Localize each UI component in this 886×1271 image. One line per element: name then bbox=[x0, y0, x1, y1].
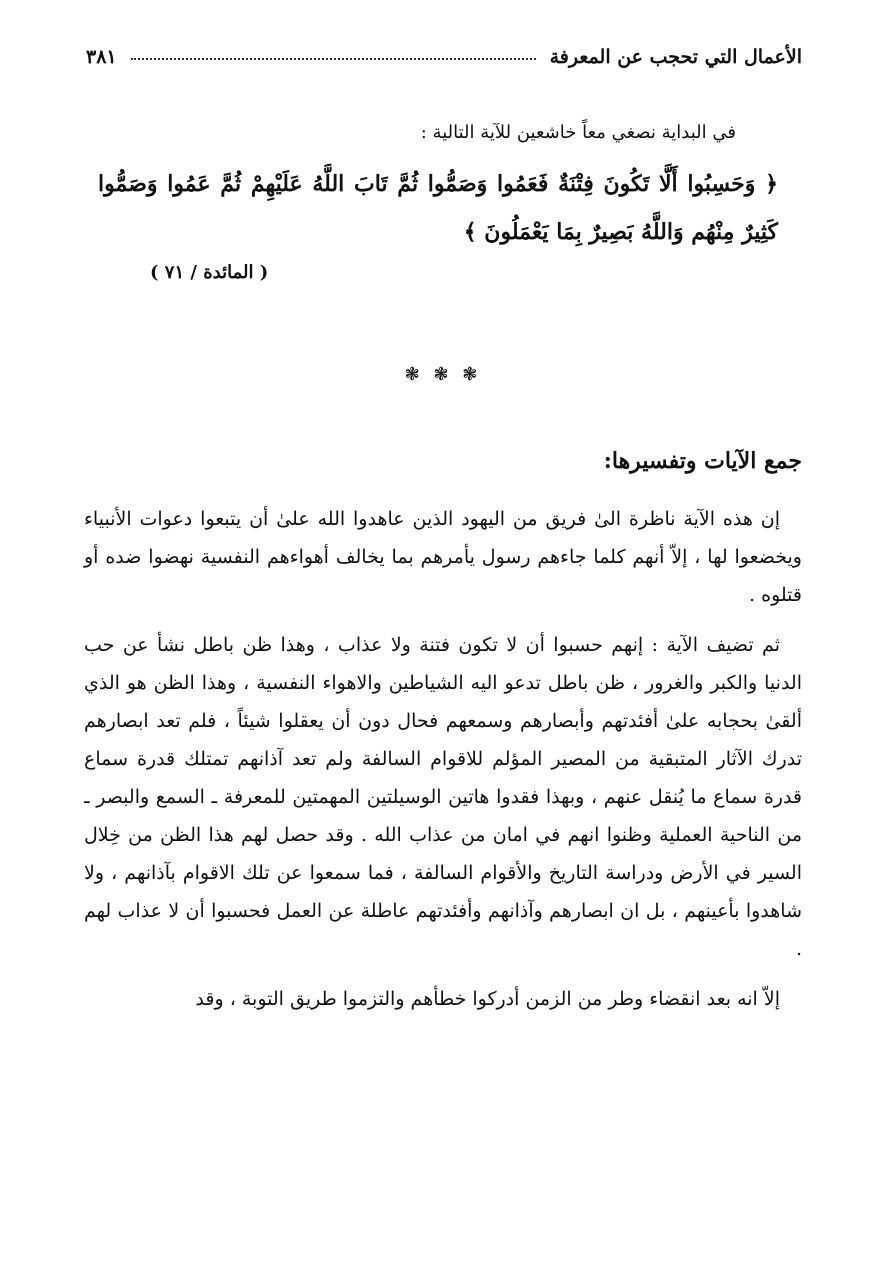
body-text bbox=[84, 500, 802, 1030]
running-title: الأعمال التي تحجب عن المعرفة bbox=[549, 46, 802, 68]
section-heading: جمع الآيات وتفسيرها: bbox=[603, 448, 802, 474]
paragraph-1: إن هذه الآية ناظرة الىٰ فريق من اليهود الذين عاهدوا الله علىٰ أن يتبعوا دعوات الأنبياء ويخضعوا لها ، إلاّ أنهم كلما جاءهم رسول يأمرهم بما يخالف أهواءهم النفسية نهضوا ضده أو قتلوه . bbox=[84, 508, 802, 606]
page-header bbox=[86, 28, 802, 68]
header-dotted-leader bbox=[131, 57, 536, 60]
ornament-separator: ❃ ❃ ❃ bbox=[404, 364, 482, 385]
paragraph-2: ثم تضيف الآية : إنهم حسبوا أن لا تكون فتنة ولا عذاب ، وهذا ظن باطل نشأ عن حب الدنيا والكبر والغرور ، ظن باطل تدعو اليه الشياطين والاهواء النفسية ، وهذا الظن هو الذي ألقىٰ بحجابه علىٰ أفئدتهم وأبصارهم وسمعهم فحال دون أن يعقلوا شيئاً ، فلم تعد ابصارهم تدرك الآثار المتبقية من المصير المؤلم للاقوام السالفة ولم تعد آذانهم تمتلك قدرة سماع قدرة سماع ما يُنقل عنهم ، وبهذا فقدوا هاتين الوسيلتين المهمتين للمعرفة ـ السمع والبصر ـ من الناحية العملية وظنوا انهم في امان من عذاب الله . وقد حصل لهم هذا الظن من خِلال السير في الأرض ودراسة التاريخ والأقوام السالفة ، فما سمعوا عن تلك الاقوام بآذانهم ، ولا شاهدوا بأعينهم ، بل ان ابصارهم وآذانهم وأفئدتهم عاطلة عن العمل فحسبوا أن لا عذاب لهم . bbox=[84, 634, 802, 960]
quran-verse: ﴿ وَحَسِبُوا أَلَّا تَكُونَ فِتْنَةٌ فَعَمُوا وَصَمُّوا ثُمَّ تَابَ اللَّهُ عَلَيْهِمْ ثُمَّ عَمُوا وَصَمُّوا كَثِيرٌ مِنْهُم وَاللَّهُ بَصِيرٌ بِمَا يَعْمَلُونَ ﴾ bbox=[98, 171, 778, 245]
verse-reference: ( المائدة / ٧١ ) bbox=[150, 262, 269, 283]
page-number: ٣٨١ bbox=[86, 46, 117, 68]
paragraph-3: إلاّ انه بعد انقضاء وطر من الزمن أدركوا خطأهم والتزموا طريق التوبة ، وقد bbox=[195, 988, 780, 1010]
intro-line: في البداية نصغي معاً خاشعين للآية التالية : bbox=[420, 122, 736, 143]
